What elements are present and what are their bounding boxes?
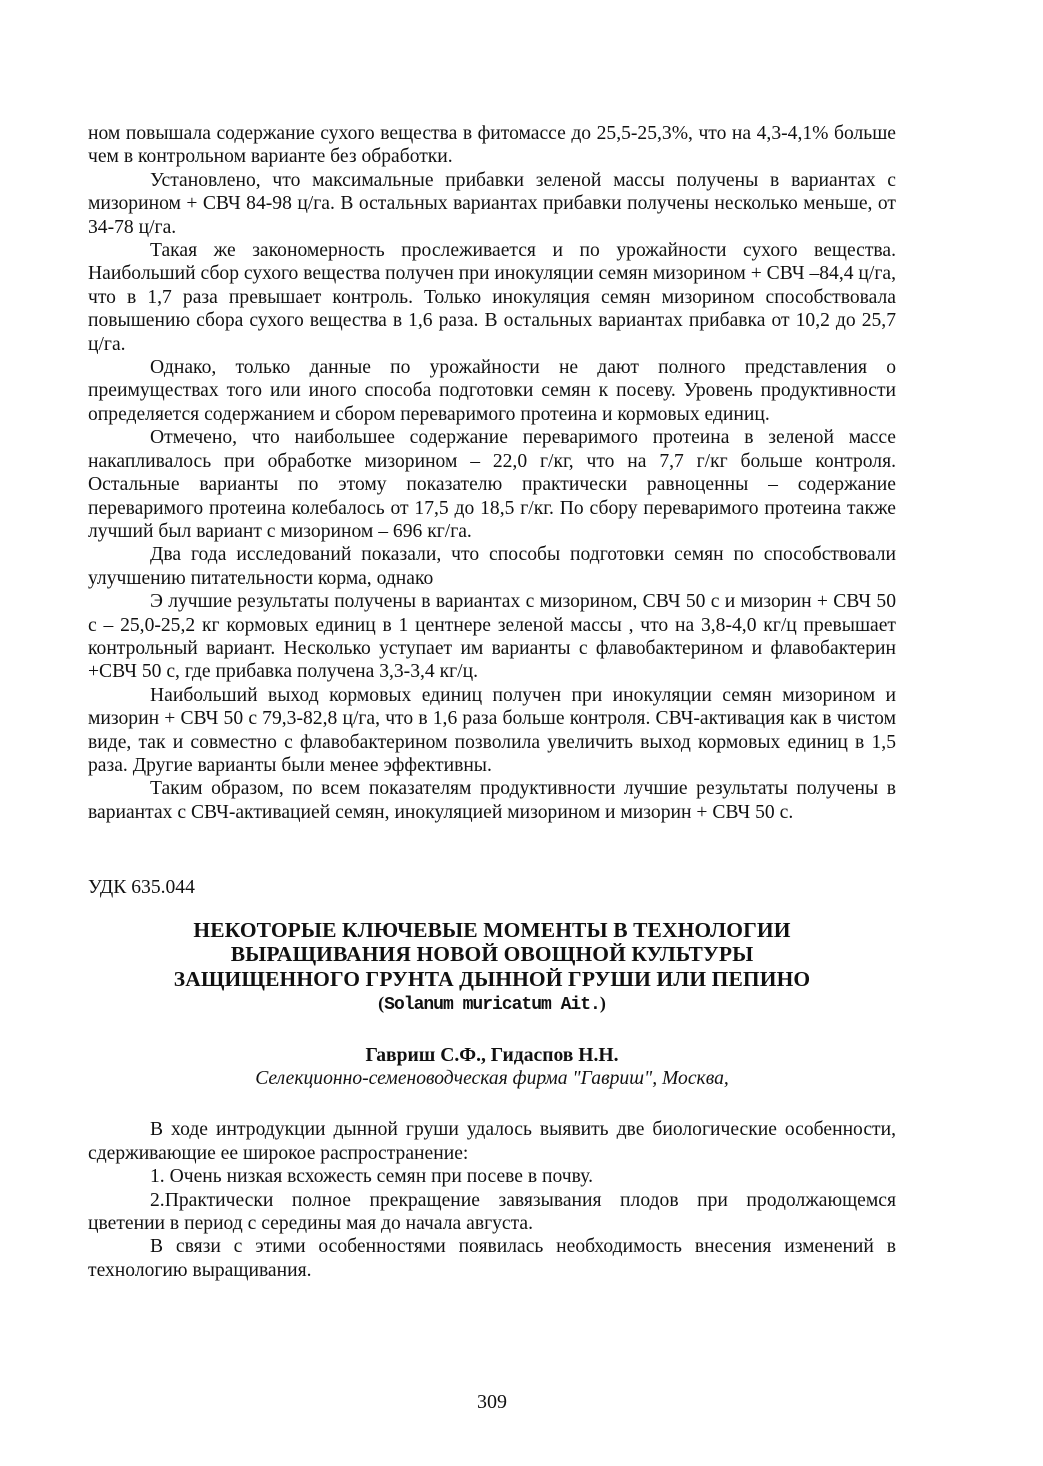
paragraph: Однако, только данные по урожайности не дают полного представления о преимуществах того или иного способа подготовки семян к посеву. Уровень продуктивности определяется содержанием и сбором переваримого протеина и кормовых единиц. bbox=[88, 357, 896, 425]
paragraph: Такая же закономерность прослеживается и по урожайности сухого вещества. Наибольший сбор сухого вещества получен при инокуляции семян мизорином + СВЧ –84,4 ц/га, что в 1,7 раза превышает контроль. Только инокуляция семян мизорином способствовала повышению сбора сухого вещества в 1,6 раза. В остальных вариантах прибавка от 10,2 до 25,7 ц/га. bbox=[88, 240, 896, 355]
paragraph: Наибольший выход кормовых единиц получен при инокуляции семян мизорином и мизорин + СВЧ 50 с 79,3-82,8 ц/га, что в 1,6 раза больше контроля. СВЧ-активация как в чистом виде, так и совместно с флавобактерином позволила увеличить выход кормовых единиц в 1,5 раза. Другие варианты были менее эффективны. bbox=[88, 684, 896, 776]
body-text-bottom bbox=[88, 1118, 896, 1282]
article-title bbox=[88, 918, 896, 1018]
paragraph: Отмечено, что наибольшее содержание переваримого протеина в зеленой массе накапливалось при обработке мизорином – 22,0 г/кг, что на 7,7 г/кг больше контроля. Остальные варианты по этому показателю практически равноценны – содержание переваримого протеина колебалось от 17,5 до 18,5 г/кг. По сбору переваримого протеина также лучший был вариант с мизорином – 696 кг/га. bbox=[88, 427, 896, 542]
list-item: 2.Практически полное прекращение завязывания плодов при продолжающемся цветении в период с середины мая до начала августа. bbox=[88, 1189, 896, 1234]
paragraph: Таким образом, по всем показателям продуктивности лучшие результаты получены в вариантах с СВЧ-активацией семян, инокуляцией мизорином и мизорин + СВЧ 50 с. bbox=[88, 778, 896, 823]
paragraph: В связи с этими особенностями появилась необходимость внесения изменений в технологию выращивания. bbox=[88, 1236, 896, 1281]
latin-name-text: Solanum muricatum Ait. bbox=[384, 995, 600, 1016]
paragraph: В ходе интродукции дынной груши удалось выявить две биологические особенности, сдерживающие ее широкое распространение: bbox=[88, 1119, 896, 1164]
paragraph: Установлено, что максимальные прибавки зеленой массы получены в вариантах с мизорином + СВЧ 84-98 ц/га. В остальных вариантах прибавки получены несколько меньше, от 34-78 ц/га. bbox=[88, 169, 896, 238]
affiliation: Селекционно-семеноводческая фирма "Гавриш", Москва, bbox=[255, 1068, 729, 1090]
paragraph: Э лучшие результаты получены в вариантах с мизорином, СВЧ 50 с и мизорин + СВЧ 50 с – 25,0-25,2 кг кормовых единиц в 1 центнере зеленой массы , что на 3,8-4,0 кг/ц превышает контрольный вариант. Несколько уступает им варианты с флавобактерином и флавобактерин +СВЧ 50 с, где прибавка получена 3,3-3,4 кг/ц. bbox=[88, 591, 896, 683]
title-line: ЗАЩИЩЕННОГО ГРУНТА ДЫННОЙ ГРУШИ ИЛИ ПЕПИНО bbox=[173, 966, 811, 991]
latin-species-name: (Solanum muricatum Ait.) bbox=[378, 993, 606, 1016]
paragraph: Два года исследований показали, что способы подготовки семян по способствовали улучшению питательности корма, однако bbox=[88, 544, 896, 589]
page-number: 309 bbox=[477, 1391, 507, 1413]
document-page bbox=[88, 122, 896, 1442]
title-line: ВЫРАЩИВАНИЯ НОВОЙ ОВОЩНОЙ КУЛЬТУРЫ bbox=[230, 942, 754, 967]
body-text-top bbox=[88, 122, 896, 824]
authors: Гавриш С.Ф., Гидаспов Н.Н. bbox=[365, 1045, 619, 1067]
paragraph: ном повышала содержание сухого вещества в фитомассе до 25,5-25,3%, что на 4,3-4,1% больше чем в контрольном варианте без обработки. bbox=[88, 123, 896, 168]
title-line: НЕКОТОРЫЕ КЛЮЧЕВЫЕ МОМЕНТЫ В ТЕХНОЛОГИИ bbox=[193, 917, 791, 942]
list-item: 1. Очень низкая всхожесть семян при посеве в почву. bbox=[150, 1166, 593, 1188]
udk-code: УДК 635.044 bbox=[88, 877, 195, 899]
